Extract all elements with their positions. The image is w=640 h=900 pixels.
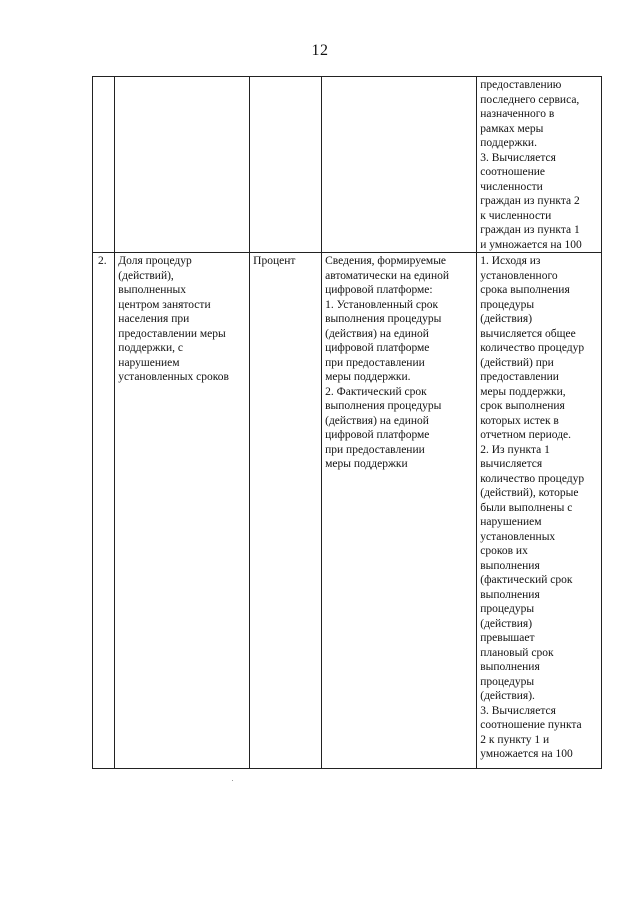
indicator-name — [115, 77, 250, 253]
calculation-method: 1. Исходя из установленного срока выполнения процедуры (действия) вычисляется общее количество процедур (действий) при предоставлении меры поддержки, срок выполнения которых истек в отчетном периоде. 2. Из пункта 1 вычисляется количество процедур (действий), которые были выполнены с нарушением установленных сроков их выполнения (фактический срок выполнения процедуры (действия) превышает плановый срок выполнения процедуры (действия). 3. Вычисляется соотношение пункта 2 к пункту 1 и умножается на 100 — [477, 253, 602, 769]
row-number: 2. — [93, 253, 115, 769]
indicator-name: Доля процедур (действий), выполненных центром занятости населения при предоставлении меры поддержки, с нарушением установленных сроков — [115, 253, 250, 769]
table-row — [93, 253, 602, 769]
data-source — [322, 77, 477, 253]
page-number: 12 — [311, 42, 329, 59]
indicator-table — [92, 76, 602, 769]
unit-of-measure: Процент — [250, 253, 322, 769]
unit-of-measure — [250, 77, 322, 253]
calculation-method: предоставлению последнего сервиса, назначенного в рамках меры поддержки. 3. Вычисляется соотношение численности граждан из пункта 2 к численности граждан из пункта 1 и умножается на 100 — [477, 77, 602, 253]
row-number — [93, 77, 115, 253]
table-row — [93, 77, 602, 253]
data-source: Сведения, формируемые автоматически на единой цифровой платформе: 1. Установленный срок выполнения процедуры (действия) на единой цифровой платформе при предоставлении меры поддержки. 2. Фактический срок выполнения процедуры (действия) на единой цифровой платформе при предоставлении меры поддержки — [322, 253, 477, 769]
scan-speck — [232, 780, 233, 781]
